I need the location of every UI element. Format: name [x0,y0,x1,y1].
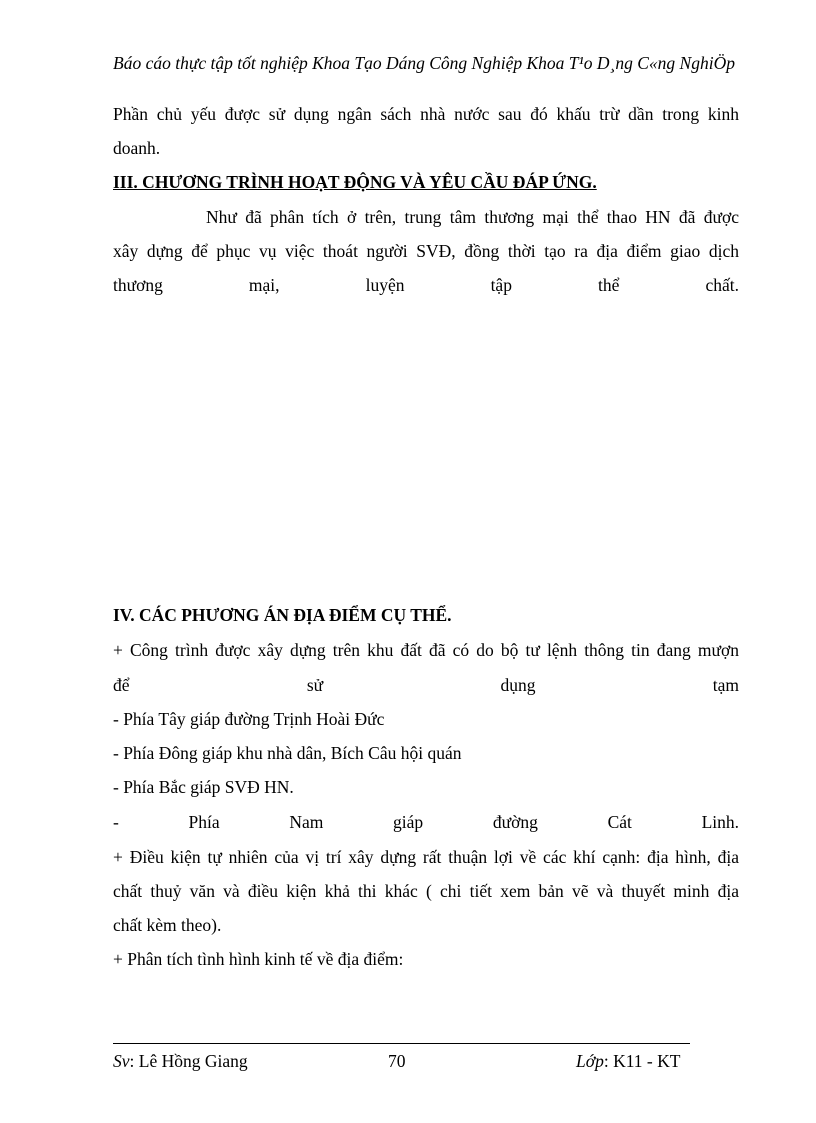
paragraph-line: chất thuỷ văn và điều kiện khả thi khác ( chi tiết xem bản vẽ và thuyết minh địa [113,881,739,901]
paragraph-line: doanh. [113,138,161,158]
paragraph-line: để sử dụng tạm [113,675,739,695]
list-item: - Phía Đông giáp khu nhà dân, Bích Câu hội quán [113,743,462,763]
paragraph-line: xây dựng để phục vụ việc thoát người SVĐ, đồng thời tạo ra địa điểm giao dịch [113,241,739,261]
class-label: Lớp [576,1051,604,1071]
student-name: : Lê Hồng Giang [129,1051,248,1071]
student-label: Sv [113,1051,130,1071]
paragraph-line: chất kèm theo). [113,915,222,935]
list-item: - Phía Tây giáp đường Trịnh Hoài Đức [113,709,385,729]
paragraph-line: + Phân tích tình hình kinh tế về địa điểm: [113,949,404,969]
paragraph-line: + Công trình được xây dựng trên khu đất đã có do bộ tư lệnh thông tin đang mượn [113,640,739,660]
section-heading-iii [113,165,739,199]
list-item: - Phía Bắc giáp SVĐ HN. [113,777,294,797]
footer-class [576,1050,680,1072]
footer-rule [113,1043,690,1044]
page-number: 70 [388,1051,406,1071]
paragraph-line: Như đã phân tích ở trên, trung tâm thương mại thể thao HN đã được [206,207,739,227]
paragraph-line: Phần chủ yếu được sử dụng ngân sách nhà nước sau đó khấu trừ dần trong kinh [113,104,739,124]
paragraph-line: thương mại, luyện tập thể chất. [113,275,739,295]
section-heading-iv: IV. CÁC PHƯƠNG ÁN ĐỊA ĐIỂM CỤ THỂ. [113,605,452,625]
section-heading-text: III. CHƯƠNG TRÌNH HOẠT ĐỘNG VÀ YÊU CẦU ĐÁP ỨNG. [113,172,597,192]
page-header: Báo cáo thực tập tốt nghiệp Khoa Tạo Dáng Công Nghiệp Khoa T¹o D¸ng C«ng NghiÖp [113,53,735,73]
paragraph-line: + Điều kiện tự nhiên của vị trí xây dựng rất thuận lợi về các khí cạnh: địa hình, địa [113,847,739,867]
list-item: - Phía Nam giáp đường Cát Linh. [113,812,739,832]
class-value: : K11 - KT [603,1051,681,1071]
footer-student [113,1050,248,1072]
